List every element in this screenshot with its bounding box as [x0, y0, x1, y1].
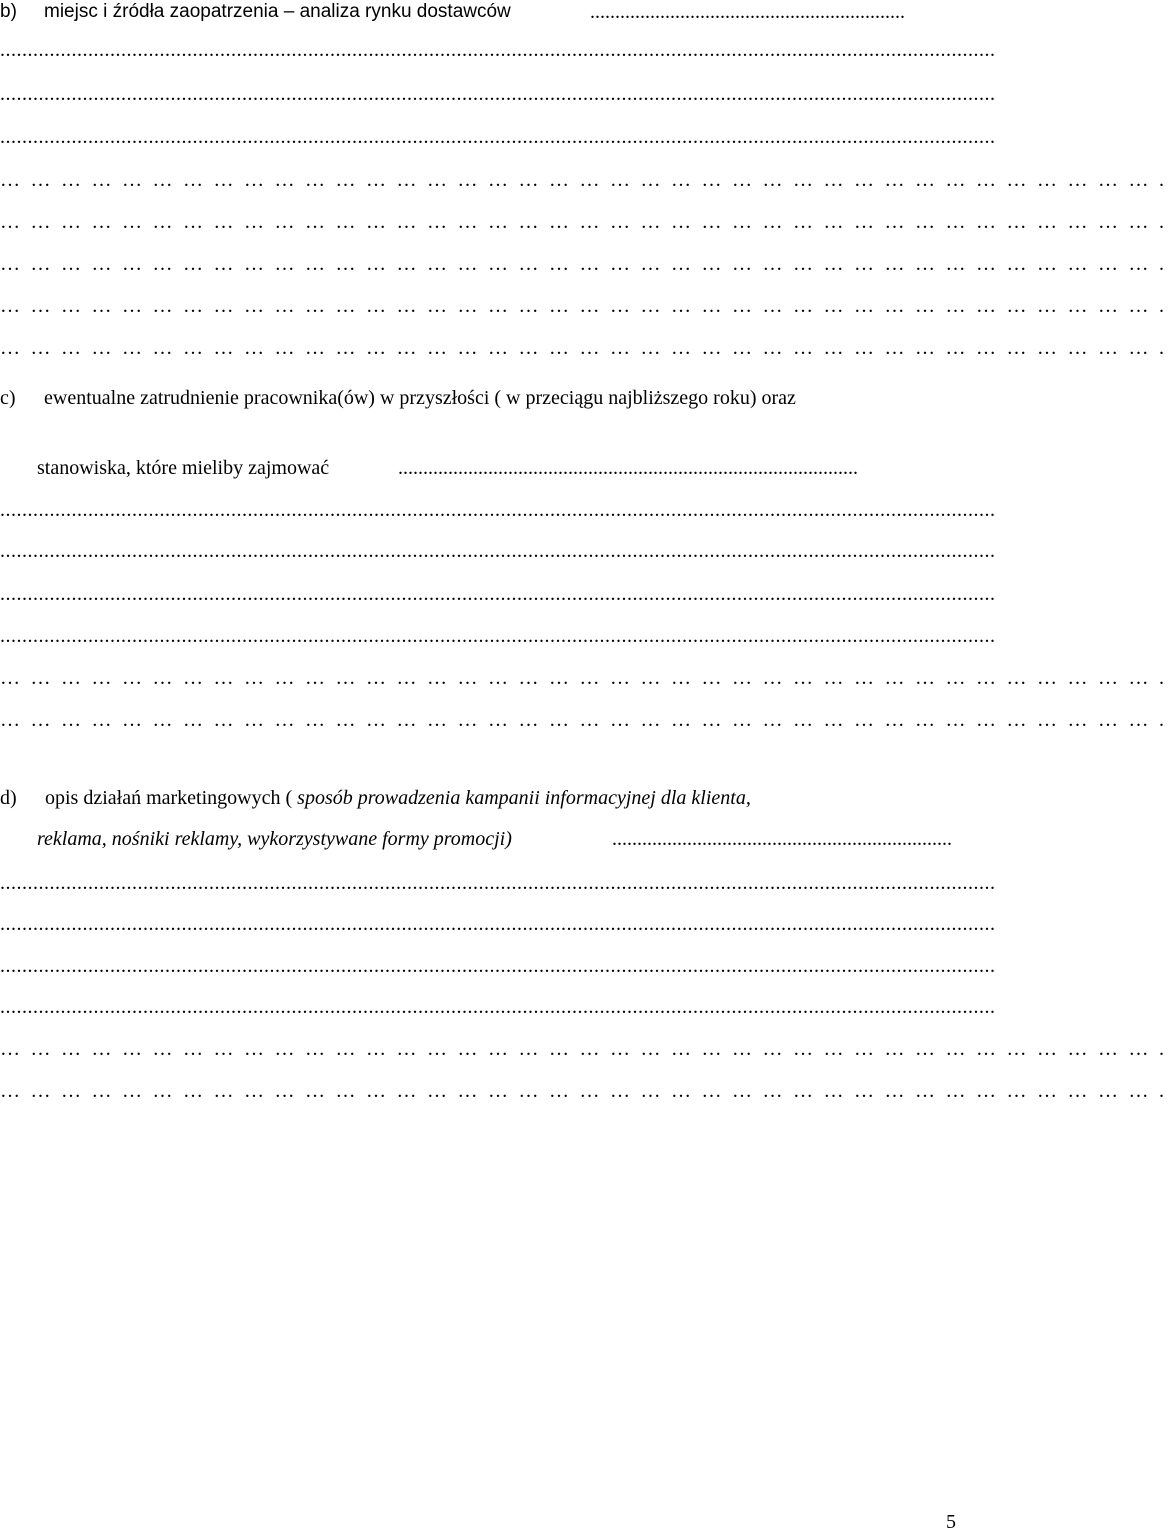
section-b-leader: ...............................................................	[590, 1, 905, 23]
section-d-line-1-plain: opis działań marketingowych (	[45, 787, 298, 809]
section-c-dot-line-4: .....................................................................................................................................................................................	[0, 625, 996, 647]
section-b-dot-line-2: .....................................................................................................................................................................................	[0, 83, 996, 105]
section-b-ellipsis-line-2: …………………………………………………………………………………………………….	[0, 211, 1175, 233]
section-b-ellipsis-line-5: …………………………………………………………………………………………………….	[0, 337, 1175, 359]
section-d-dot-line-1: .....................................................................................................................................................................................	[0, 872, 996, 894]
section-c-line-1: ewentualne zatrudnienie pracownika(ów) w przyszłości ( w przeciągu najbliższego roku) oraz	[44, 387, 796, 409]
section-b-ellipsis-line-1: …………………………………………………………………………………………………….	[0, 169, 1175, 191]
section-d-heading	[0, 786, 751, 810]
section-d-ellipsis-line-2: …………………………………………………………………………………………………….	[0, 1080, 1175, 1102]
section-c-line-2-row	[37, 456, 329, 480]
section-c-label: c)	[0, 387, 16, 409]
section-d-dot-line-2: .....................................................................................................................................................................................	[0, 913, 996, 935]
section-b-dot-line-3: .....................................................................................................................................................................................	[0, 126, 996, 148]
section-d-leader: ....................................................................	[612, 828, 952, 850]
section-c-heading	[0, 386, 796, 410]
section-d-line-2-italic: reklama, nośniki reklamy, wykorzystywane formy promocji)	[37, 828, 512, 850]
section-b-text: miejsc i źródła zaopatrzenia – analiza rynku dostawców	[44, 1, 511, 22]
section-c-dot-line-1: .....................................................................................................................................................................................	[0, 499, 996, 521]
section-b-heading	[0, 0, 511, 24]
section-c-ellipsis-line-2: …………………………………………………………………………………………………….	[0, 709, 1175, 731]
section-d-label: d)	[0, 787, 17, 809]
section-b-label: b)	[0, 1, 17, 22]
section-d-dot-line-3: .....................................................................................................................................................................................	[0, 955, 996, 977]
section-b-ellipsis-line-4: …………………………………………………………………………………………………….	[0, 295, 1175, 317]
section-c-leader: ............................................................................................	[398, 457, 858, 479]
section-c-line-2: stanowiska, które mieliby zajmować	[37, 457, 330, 479]
section-c-dot-line-2: .....................................................................................................................................................................................	[0, 540, 996, 562]
section-b-ellipsis-line-3: …………………………………………………………………………………………………….	[0, 253, 1175, 275]
section-d-ellipsis-line-1: …………………………………………………………………………………………………….	[0, 1038, 1175, 1060]
section-c-dot-line-3: .....................................................................................................................................................................................	[0, 583, 996, 605]
page-number: 5	[946, 1511, 956, 1533]
section-b-dot-line-1: .....................................................................................................................................................................................	[0, 39, 996, 61]
section-c-ellipsis-line-1: …………………………………………………………………………………………………….	[0, 667, 1175, 689]
section-d-line-2-row	[37, 827, 512, 851]
section-d-dot-line-4: .....................................................................................................................................................................................	[0, 996, 996, 1018]
section-d-line-1-italic: sposób prowadzenia kampanii informacyjnej dla klienta,	[297, 787, 751, 809]
